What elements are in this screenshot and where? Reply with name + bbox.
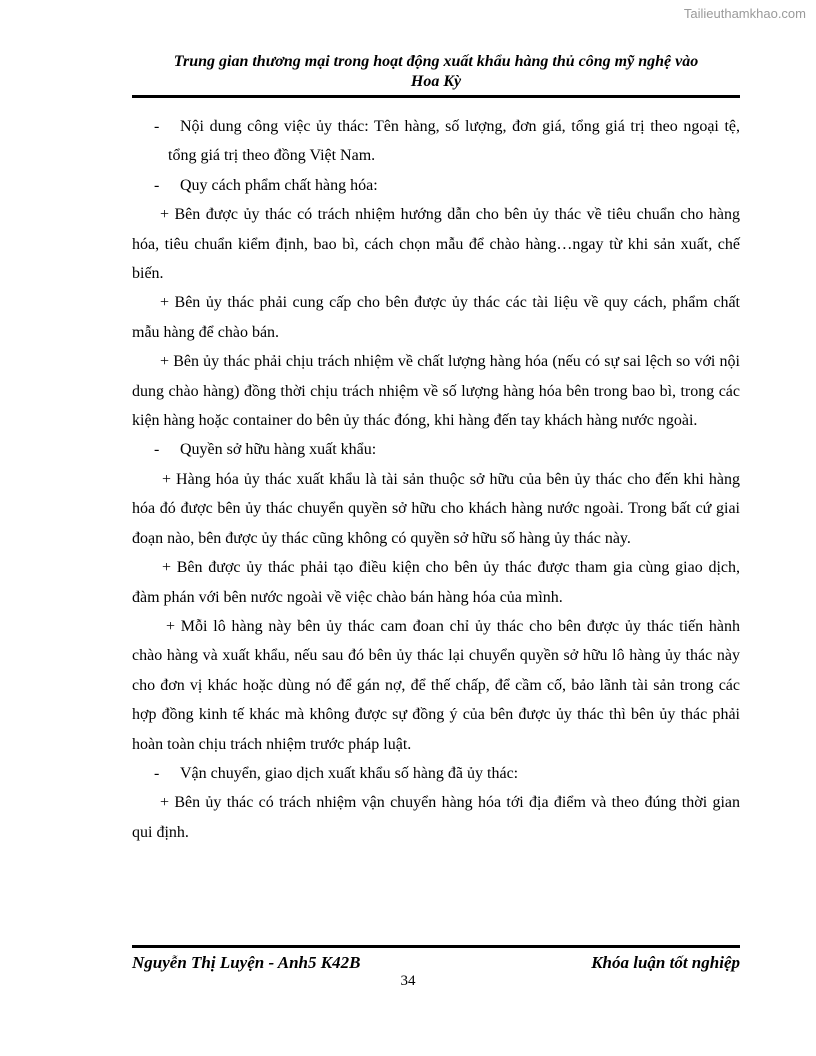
footer-doc-type: Khóa luận tốt nghiệp xyxy=(591,953,740,972)
dash-marker: - xyxy=(154,176,160,194)
paragraph-ownership-asset: + Hàng hóa ủy thác xuất khẩu là tài sản thuộc sở hữu của bên ủy thác cho đến khi hàng hóa đó được bên ủy thác chuyển quyền sở hữu cho khách hàng nước ngoài. Trong bất cứ giai đoạn nào, bên được ủy thác cũng không có quyền sở hữu số hàng ủy thác này. xyxy=(132,470,740,547)
paragraph-ownership xyxy=(132,435,740,464)
paragraph-text: Nội dung công việc ủy thác: Tên hàng, số lượng, đơn giá, tổng giá trị theo ngoại tệ, tổng giá trị theo đồng Việt Nam. xyxy=(168,118,740,165)
paragraph-quality-guidance: + Bên được ủy thác có trách nhiệm hướng dẫn cho bên ủy thác về tiêu chuẩn cho hàng hóa, tiêu chuẩn kiểm định, bao bì, cách chọn mẫu để chào hàng…ngay từ khi sản xuất, chế biến. xyxy=(132,206,740,283)
page-number: 34 xyxy=(400,973,416,989)
paragraph-transport xyxy=(132,759,740,788)
dash-marker: - xyxy=(154,441,160,459)
paragraph-text: Quy cách phẩm chất hàng hóa: xyxy=(180,176,378,194)
paragraph-text: Vận chuyển, giao dịch xuất khẩu số hàng đã ủy thác: xyxy=(180,764,519,782)
dash-marker: - xyxy=(154,118,160,135)
footer-rule xyxy=(132,945,740,948)
page-header xyxy=(132,52,740,92)
header-title-line1: Trung gian thương mại trong hoạt động xuất khẩu hàng thủ công mỹ nghệ vào xyxy=(173,53,699,70)
paragraph-commission-content xyxy=(132,112,740,171)
paragraph-quality-responsibility: + Bên ủy thác phải chịu trách nhiệm về chất lượng hàng hóa (nếu có sự sai lệch so với nội dung chào hàng) đồng thời chịu trách nhiệm về số lượng hàng hóa bên trong bao bì, trong các kiện hàng hoặc container do bên ủy thác đóng, khi hàng đến tay khách hàng nước ngoài. xyxy=(132,353,740,430)
dash-marker: - xyxy=(154,764,160,782)
paragraph-transport-responsibility: + Bên ủy thác có trách nhiệm vận chuyển hàng hóa tới địa điểm và theo đúng thời gian qui định. xyxy=(132,794,740,841)
paragraph-text: Quyền sở hữu hàng xuất khẩu: xyxy=(180,441,377,459)
paragraph-quality-spec xyxy=(132,171,740,200)
paragraph-commitment: + Mỗi lô hàng này bên ủy thác cam đoan chỉ ủy thác cho bên được ủy thác tiến hành chào hàng và xuất khẩu, nếu sau đó bên ủy thác lại chuyển quyền sở hữu lô hàng ủy thác này cho đơn vị khác hoặc dùng nó để gán nợ, để thế chấp, để cầm cố, bảo lãnh tài sản trong các hợp đồng kinh tế khác mà không được sự đồng ý của bên được ủy thác thì bên ủy thác phải hoàn toàn chịu trách nhiệm trước pháp luật. xyxy=(132,617,740,753)
watermark: Tailieuthamkhao.com xyxy=(683,6,806,21)
footer-author: Nguyễn Thị Luyện - Anh5 K42B xyxy=(132,953,361,972)
header-title-line2: Hoa Kỳ xyxy=(410,73,462,90)
paragraph-participation: + Bên được ủy thác phải tạo điều kiện cho bên ủy thác được tham gia cùng giao dịch, đàm phán với bên nước ngoài về việc chào bán hàng hóa của mình. xyxy=(132,559,740,606)
paragraph-documents: + Bên ủy thác phải cung cấp cho bên được ủy thác các tài liệu về quy cách, phẩm chất mẫu hàng để chào bán. xyxy=(132,294,740,341)
document-body xyxy=(132,112,740,847)
header-rule xyxy=(132,95,740,98)
